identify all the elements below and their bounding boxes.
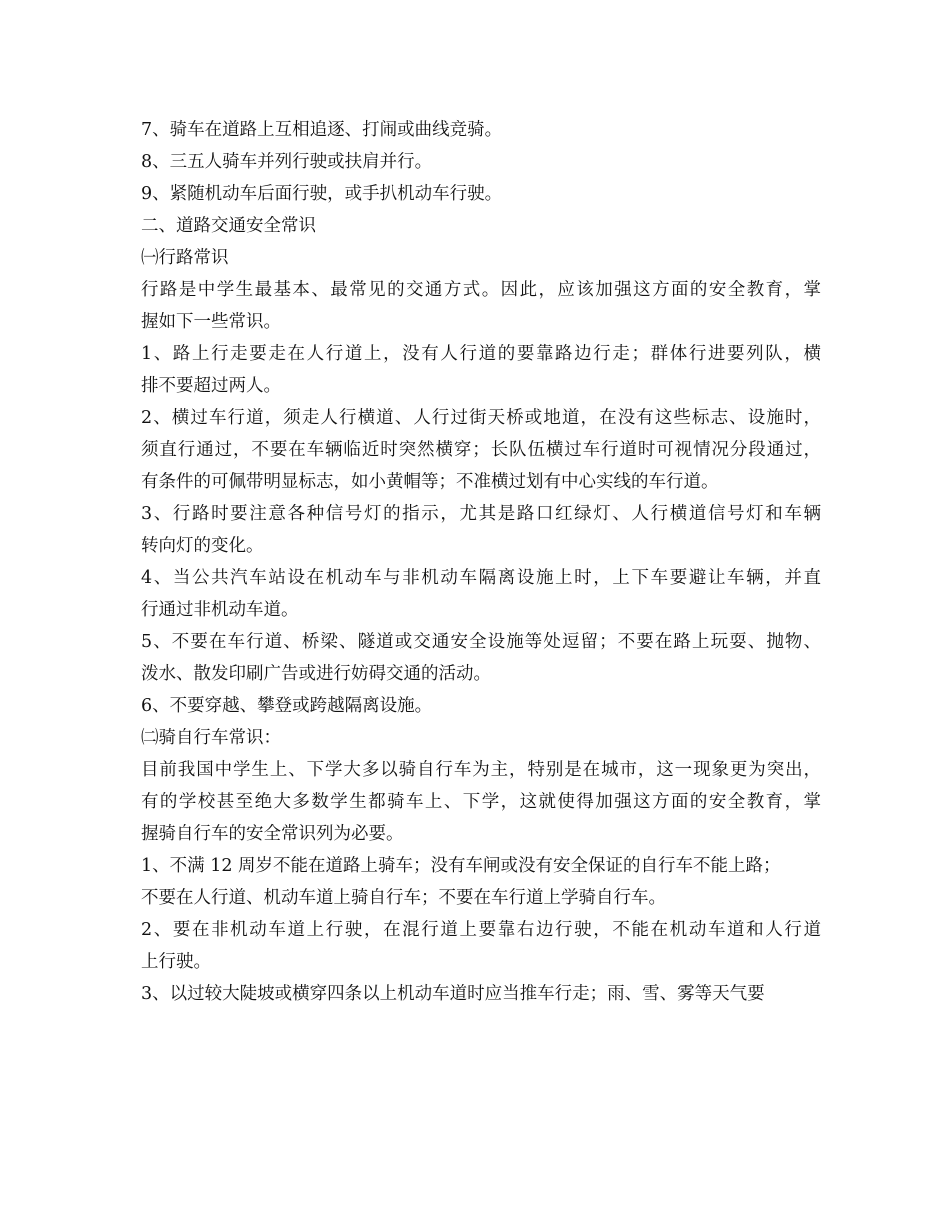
text-line: 1、不满 12 周岁不能在道路上骑车；没有车闸或没有安全保证的自行车不能上路； [141,856,781,876]
text-line: 3、以过较大陡坡或横穿四条以上机动车道时应当推车行走；雨、雪、雾等天气要 [141,984,765,1004]
text-line: 2、要在非机动车道上行驶，在混行道上要靠右边行驶，不能在机动车道和人行道 [141,920,821,940]
text-line: 握如下一些常识。 [141,312,281,332]
text-line: 握骑自行车的安全常识列为必要。 [141,824,404,844]
text-line: ㈡骑自行车常识： [141,728,281,748]
text-line: 转向灯的变化。 [141,536,264,556]
text-line: 4、当公共汽车站设在机动车与非机动车隔离设施上时，上下车要避让车辆，并直 [141,568,821,588]
text-line: 不要在人行道、机动车道上骑自行车；不要在车行道上学骑自行车。 [141,888,666,908]
text-line: 行通过非机动车道。 [141,600,299,620]
text-line: 2、横过车行道，须走人行横道、人行过街天桥或地道，在没有这些标志、设施时， [141,408,821,428]
text-line: 1、路上行走要走在人行道上，没有人行道的要靠路边行走；群体行进要列队，横 [141,344,821,364]
text-line: 须直行通过，不要在车辆临近时突然横穿；长队伍横过车行道时可视情况分段通过， [141,440,821,460]
text-line: 6、不要穿越、攀登或跨越隔离设施。 [141,696,433,716]
text-line: 7、骑车在道路上互相追逐、打闹或曲线竞骑。 [141,120,503,140]
text-line: 排不要超过两人。 [141,376,281,396]
text-line: 有的学校甚至绝大多数学生都骑车上、下学，这就使得加强这方面的安全教育，掌 [141,792,821,812]
text-line: 二、道路交通安全常识 [141,216,316,236]
text-line: 上行驶。 [141,952,211,972]
text-line: 目前我国中学生上、下学大多以骑自行车为主，特别是在城市，这一现象更为突出， [141,760,821,780]
text-line: 泼水、散发印刷广告或进行妨碍交通的活动。 [141,664,491,684]
text-line: 5、不要在车行道、桥梁、隧道或交通安全设施等处逗留；不要在路上玩耍、抛物、 [141,632,821,652]
text-line: 行路是中学生最基本、最常见的交通方式。因此，应该加强这方面的安全教育，掌 [141,280,821,300]
text-line: 3、行路时要注意各种信号灯的指示，尤其是路口红绿灯、人行横道信号灯和车辆 [141,504,821,524]
text-line: 9、紧随机动车后面行驶，或手扒机动车行驶。 [141,184,503,204]
text-line: ㈠行路常识 [141,248,229,268]
text-line: 有条件的可佩带明显标志，如小黄帽等；不准横过划有中心实线的车行道。 [141,472,719,492]
document-body [141,114,821,1010]
text-line: 8、三五人骑车并列行驶或扶肩并行。 [141,152,433,172]
